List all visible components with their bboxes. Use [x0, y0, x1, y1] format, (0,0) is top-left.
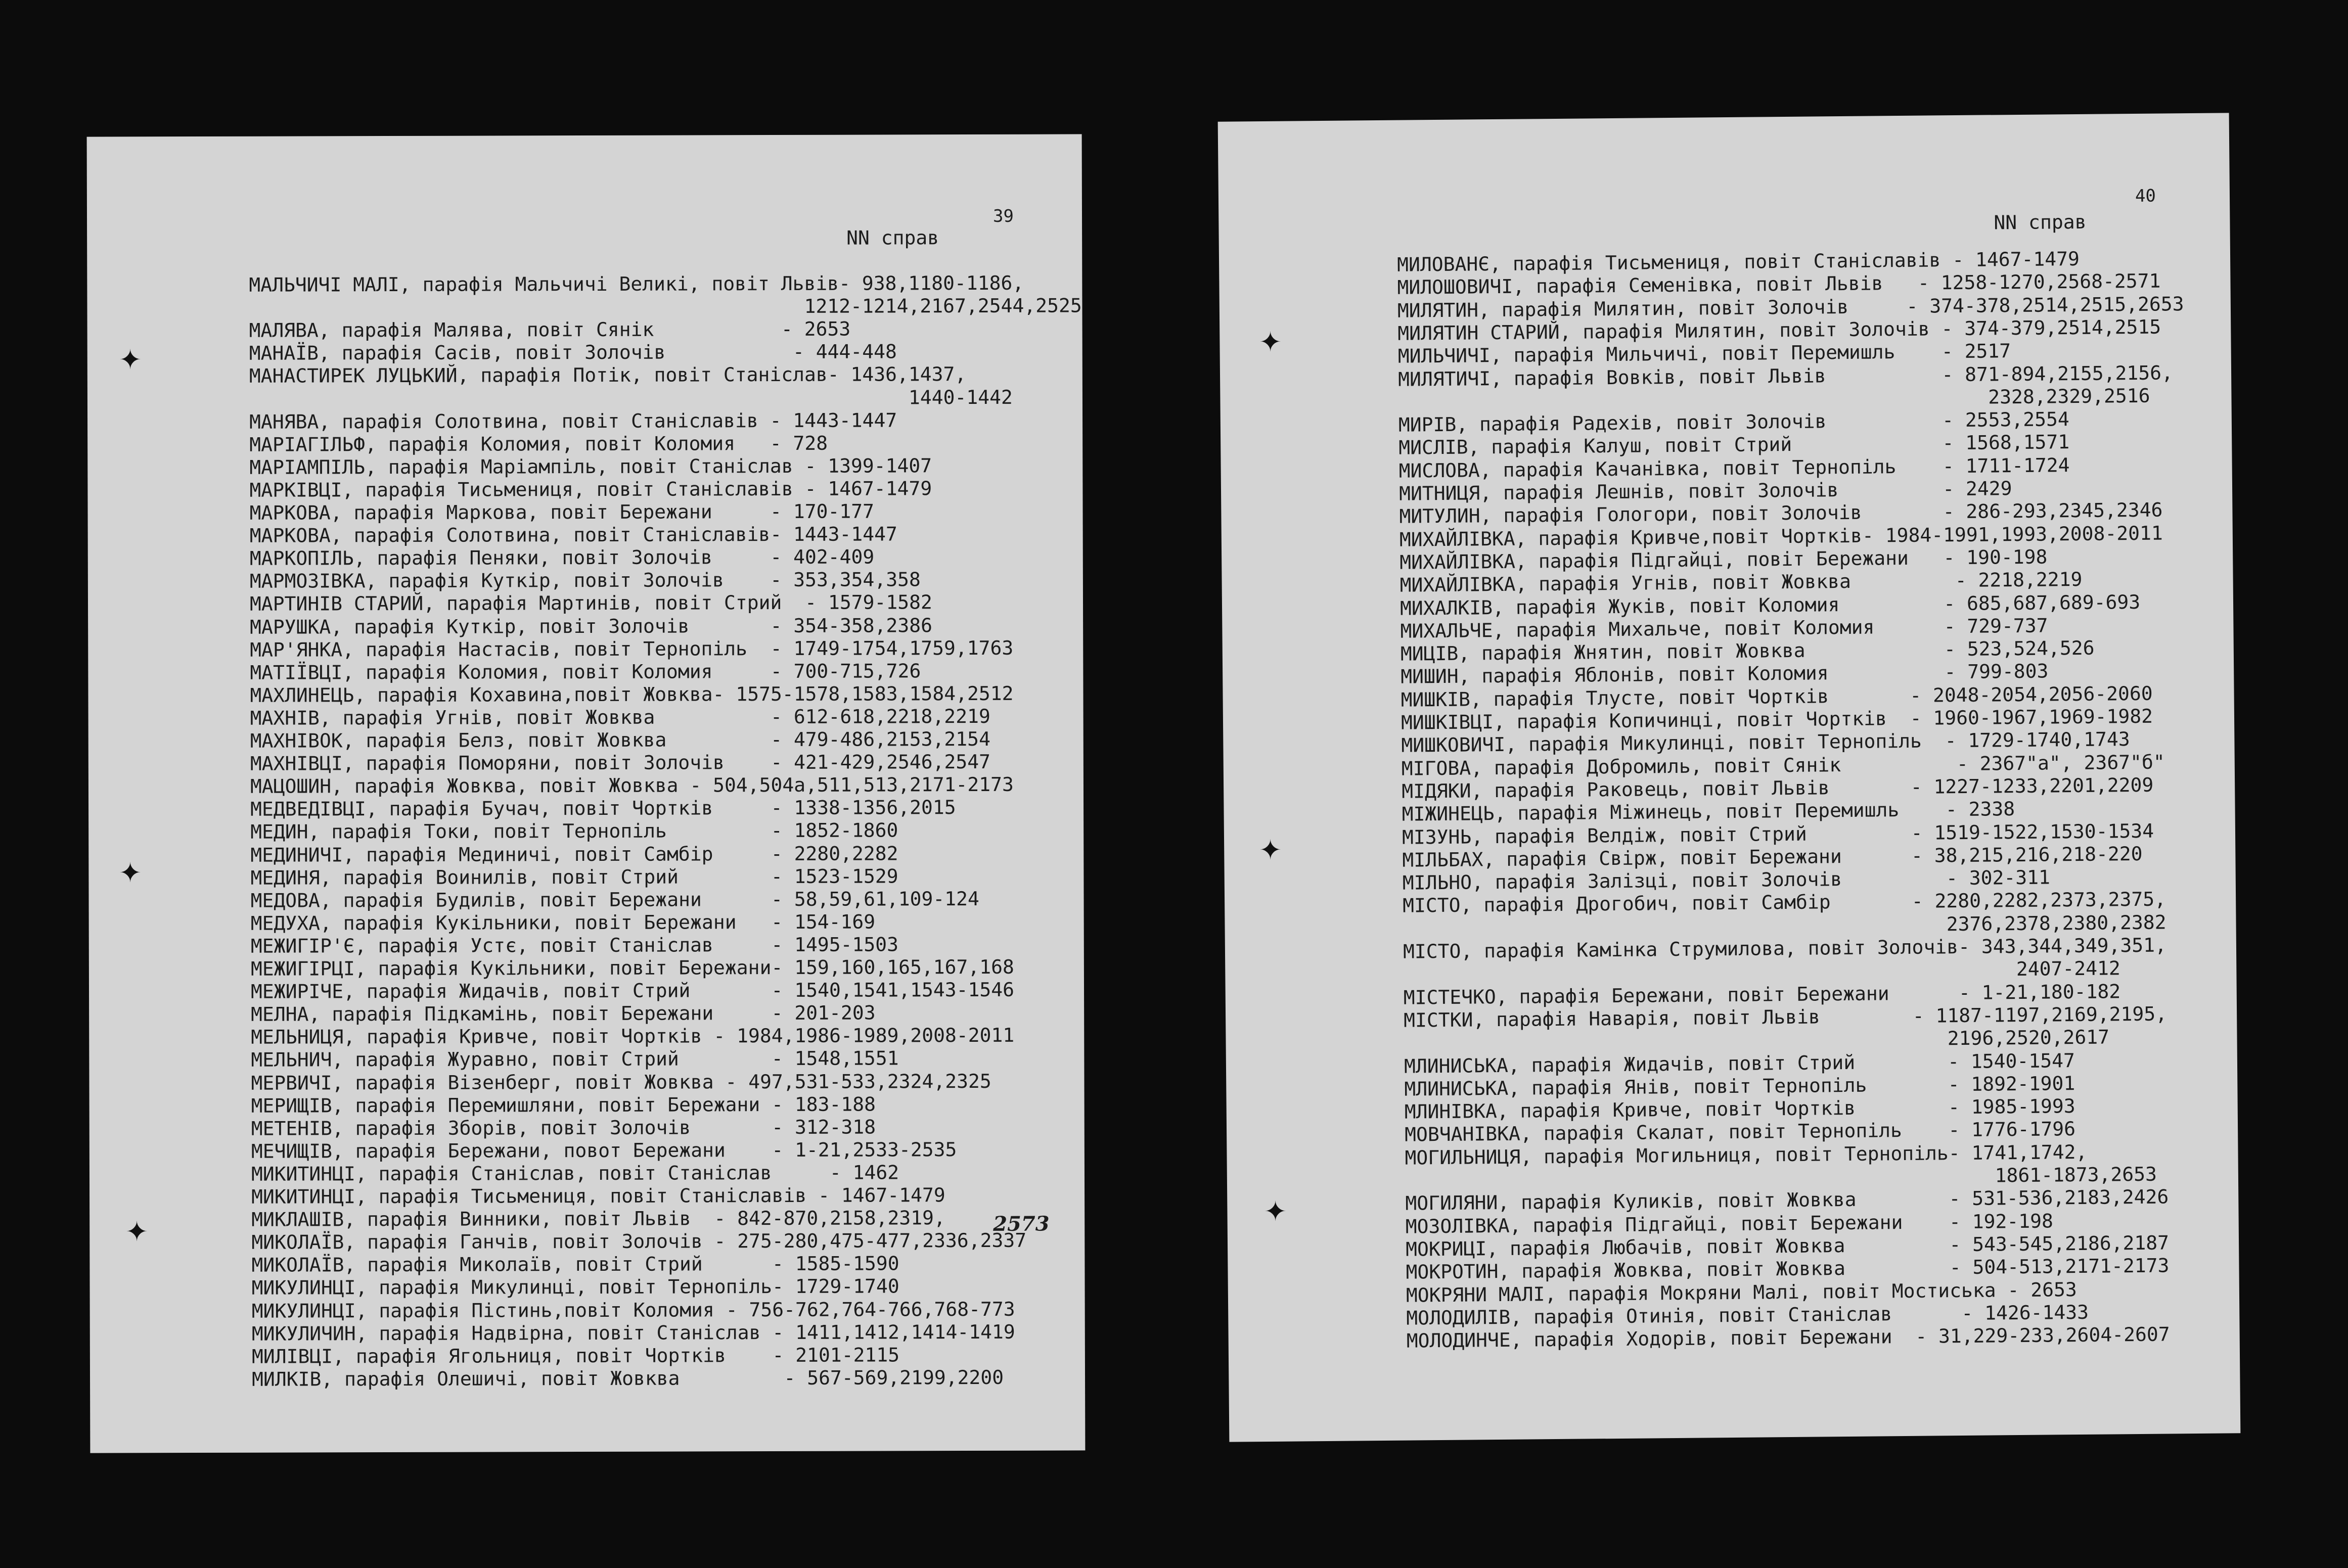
index-entry-line: МЕЖИГІР'Є, парафія Устє, повіт Станіслав - 1495-1503 — [250, 933, 899, 957]
index-entry-line: МИТУЛИН, парафія Гологори, повіт Золочів - 286-293,2345,2346 — [1399, 498, 2163, 528]
index-entry-line: 1212-1214,2167,2544,2525 — [249, 294, 1082, 319]
index-entry-line: МАРТИНІВ СТАРИЙ, парафія Мартинів, повіт Стрий - 1579-1582 — [249, 591, 932, 616]
index-entry-line: МАРМОЗІВКА, парафія Куткір, повіт Золочів - 353,354,358 — [249, 568, 921, 593]
column-header: NN справ — [1994, 210, 2087, 234]
index-entry-line: МЕЛНА, парафія Підкамінь, повіт Бережани - 201-203 — [251, 1001, 876, 1026]
index-entry-line: МОГИЛЯНИ, парафія Куликів, повіт Жовква - 531-536,2183,2426 — [1405, 1185, 2169, 1215]
index-entry-line: МАЛЬЧИЧІ МАЛІ, парафія Мальчичі Великі, повіт Львів- 938,1180-1186, — [249, 271, 1024, 296]
index-entry-line: МЕЖИГІРЦІ, парафія Кукільники, повіт Бережани- 159,160,165,167,168 — [250, 955, 1014, 980]
index-entry-line: МАТІЇВЦІ, парафія Коломия, повіт Коломия - 700-715,726 — [250, 659, 921, 684]
index-entry-line: МАРІАГІЛЬФ, парафія Коломия, повіт Коломия - 728 — [249, 432, 828, 456]
index-entry-line: МИКИТИНЦІ, парафія Станіслав, повіт Станіслав - 1462 — [251, 1161, 899, 1185]
index-entry-line: МИЛЯТИН, парафія Милятин, повіт Золочів - 374-378,2514,2515,2653 — [1397, 292, 2184, 322]
index-entry-line: 2196,2520,2617 — [1404, 1026, 2110, 1054]
index-entry-line: МОВЧАНІВКА, парафія Скалат, повіт Тернопіль - 1776-1796 — [1404, 1118, 2076, 1146]
index-entry-line: МИЛІВЦІ, парафія Ягольниця, повіт Чортків - 2101-2115 — [251, 1344, 900, 1368]
index-entry-line: 2407-2412 — [1403, 957, 2120, 986]
index-entry-line: МИЛКІВ, парафія Олешичі, повіт Жовква - 567-569,2199,2200 — [251, 1366, 1004, 1391]
index-entry-line: МИЛОШОВИЧІ, парафія Семенівка, повіт Львів - 1258-1270,2568-2571 — [1397, 269, 2161, 299]
index-entry-line: МЕДИН, парафія Токи, повіт Тернопіль - 1852-1860 — [250, 819, 898, 844]
index-entry-line: МІДЯКИ, парафія Раковець, повіт Львів - 1227-1233,2201,2209 — [1402, 773, 2154, 803]
index-entry-line: 1861-1873,2653 — [1405, 1163, 2157, 1192]
index-entry-line: МАХНІВОК, парафія Белз, повіт Жовква - 479-486,2153,2154 — [250, 727, 990, 752]
punch-hole-mark: ✦ — [1259, 834, 1282, 866]
index-entry-line: МОГИЛЬНИЦЯ, парафія Могильниця, повіт Тернопіль- 1741,1742, — [1405, 1140, 2088, 1169]
index-entry-line: МИХАЛКІВ, парафія Жуків, повіт Коломия - 685,687,689-693 — [1399, 590, 2141, 620]
index-entry-line: МИСЛІВ, парафія Калуш, повіт Стрий - 1568,1571 — [1398, 431, 2070, 459]
index-entry-line: МЕДИНИЧІ, парафія Мединичі, повіт Самбір - 2280,2282 — [250, 842, 898, 866]
index-entry-line: МИЛЯТИН СТАРИЙ, парафія Милятин, повіт Золочів - 374-379,2514,2515 — [1397, 315, 2161, 345]
index-entry-line: МИХАЙЛІВКА, парафія Угнів, повіт Жовква - 2218,2219 — [1399, 568, 2083, 596]
index-entry-line: 1440-1442 — [249, 386, 1013, 410]
page-number: 40 — [2135, 186, 2156, 206]
index-entry-line: МАХНІВЦІ, парафія Поморяни, повіт Золочів - 421-429,2546,2547 — [250, 750, 991, 775]
index-entry-line: МИЛЯТИЧІ, парафія Вовків, повіт Львів - 871-894,2155,2156, — [1397, 361, 2174, 391]
page-number: 39 — [992, 206, 1014, 226]
index-entry-line: МИЦІВ, парафія Жнятин, повіт Жовква - 523,524,526 — [1400, 636, 2095, 665]
index-entry-line: МОЗОЛІВКА, парафія Підгайці, повіт Бережани - 192-198 — [1405, 1210, 2054, 1238]
right-document-page — [1218, 113, 2241, 1442]
index-entry-line: МИШКОВИЧІ, парафія Микулинці, повіт Тернопіль - 1729-1740,1743 — [1401, 728, 2130, 757]
index-entry-line: МИЛОВАНЄ, парафія Тисьмениця, повіт Станіславів - 1467-1479 — [1396, 247, 2080, 276]
index-entry-line: МИШИН, парафія Яблонів, повіт Коломия - 799-803 — [1401, 660, 2049, 688]
index-entry-line: МІЖИНЕЦЬ, парафія Міжинець, повіт Перемишль - 2338 — [1402, 798, 2015, 825]
index-entry-line: МЕЖИРІЧЕ, парафія Жидачів, повіт Стрий - 1540,1541,1543-1546 — [250, 978, 1015, 1003]
index-entry-line: МЛИНИСЬКА, парафія Янів, повіт Тернопіль - 1892-1901 — [1404, 1072, 2075, 1100]
index-entry-line: МОКРЯНИ МАЛІ, парафія Мокряни Малі, повіт Мостиська - 2653 — [1406, 1278, 2077, 1307]
index-entry-line: МИРІВ, парафія Радехів, повіт Золочів - 2553,2554 — [1398, 408, 2069, 436]
index-entry-line: МЛИНИСЬКА, парафія Жидачів, повіт Стрий - 1540-1547 — [1404, 1049, 2075, 1078]
index-entry-line: МИШКІВЦІ, парафія Копичинці, повіт Чортків - 1960-1967,1969-1982 — [1401, 705, 2153, 734]
index-entry-line: МІСТО, парафія Дрогобич, повіт Самбір - 2280,2282,2373,2375, — [1403, 888, 2166, 917]
index-entry-line: МЛИНІВКА, парафія Кривче, повіт Чортків - 1985-1993 — [1404, 1095, 2075, 1123]
index-entry-line: МІЛЬБАХ, парафія Свірж, повіт Бережани - 38,215,216,218-220 — [1402, 842, 2143, 871]
index-entry-line: МИКЛАШІВ, парафія Винники, повіт Львів - 842-870,2158,2319, — [251, 1207, 945, 1231]
index-entry-line: МИКОЛАЇВ, парафія Ганчів, повіт Золочів - 275-280,475-477,2336,2337 — [251, 1229, 1027, 1254]
index-entry-line: МАХЛИНЕЦЬ, парафія Кохавина,повіт Жовква- 1575-1578,1583,1584,2512 — [250, 682, 1014, 707]
index-entry-line: МАНАЇВ, парафія Сасів, повіт Золочів - 444-448 — [249, 340, 897, 365]
index-entry-line: МИТНИЦЯ, парафія Лешнів, повіт Золочів - 2429 — [1398, 477, 2012, 505]
index-entry-line: МЕРВИЧІ, парафія Візенберг, повіт Жовква - 497,531-533,2324,2325 — [251, 1070, 991, 1094]
index-entry-line: МИКИТИНЦІ, парафія Тисьмениця, повіт Станіславів - 1467-1479 — [251, 1184, 945, 1208]
left-document-page — [87, 134, 1086, 1453]
index-entry-line: МАРІАМПІЛЬ, парафія Маріампіль, повіт Станіслав - 1399-1407 — [249, 454, 932, 479]
index-entry-line: 2328,2329,2516 — [1398, 384, 2150, 413]
punch-hole-mark: ✦ — [119, 344, 142, 376]
index-entry-line: МЕДОВА, парафія Будилів, повіт Бережани - 58,59,61,109-124 — [250, 887, 979, 912]
index-entry-line: МОКРОТИН, парафія Жовква, повіт Жовква - 504-513,2171-2173 — [1406, 1254, 2170, 1283]
index-entry-line: МАРКОПІЛЬ, парафія Пеняки, повіт Золочів - 402-409 — [249, 545, 875, 570]
index-entry-line: МІЗУНЬ, парафія Велдіж, повіт Стрий - 1519-1522,1530-1534 — [1402, 819, 2154, 849]
index-entry-line: МИКОЛАЇВ, парафія Миколаїв, повіт Стрий - 1585-1590 — [251, 1252, 899, 1277]
index-entry-line: МЕЛЬНИЦЯ, парафія Кривче, повіт Чортків - 1984,1986-1989,2008-2011 — [251, 1024, 1015, 1049]
index-entry-line: МАРУШКА, парафія Куткір, повіт Золочів - 354-358,2386 — [250, 614, 932, 638]
index-entry-line: МИШКІВ, парафія Тлусте, повіт Чортків - 2048-2054,2056-2060 — [1401, 682, 2153, 711]
index-entry-line: МИКУЛИНЦІ, парафія Пістинь,повіт Коломия - 756-762,764-766,768-773 — [251, 1298, 1015, 1322]
index-entry-line: МИХАЙЛІВКА, парафія Кривче,повіт Чортків- 1984-1991,1993,2008-2011 — [1399, 522, 2163, 551]
index-entry-line: МИХАЛЬЧЕ, парафія Михальче, повіт Коломия - 729-737 — [1400, 614, 2048, 642]
index-entry-line: МЕДИНЯ, парафія Воинилів, повіт Стрий - 1523-1529 — [250, 864, 898, 889]
index-entry-line: МИХАЙЛІВКА, парафія Підгайці, повіт Бережани - 190-198 — [1399, 545, 2048, 574]
index-entry-line: МАНАСТИРЕК ЛУЦЬКИЙ, парафія Потік, повіт Станіслав- 1436,1437, — [249, 363, 967, 388]
index-entry-line: МАЦОШИН, парафія Жовква, повіт Жовква - 504,504а,511,513,2171-2173 — [250, 773, 1014, 798]
index-entry-line: МАРКОВА, парафія Солотвина, повіт Станіславів- 1443-1447 — [249, 523, 897, 547]
index-entry-line: МІГОВА, парафія Добромиль, повіт Сянік - 2367"а", 2367"б" — [1401, 751, 2165, 780]
index-entry-line: МІЛЬНО, парафія Залізці, повіт Золочів - 302-311 — [1402, 866, 2051, 894]
index-entry-line: МИЛЬЧИЧІ, парафія Мильчичі, повіт Перемишль - 2517 — [1397, 340, 2011, 367]
index-entry-line: МЕРИЩІВ, парафія Перемишляни, повіт Бережани - 183-188 — [251, 1093, 876, 1117]
handwritten-note: 2573 — [993, 1212, 1050, 1236]
index-entry-line: МИКУЛИЧИН, парафія Надвірна, повіт Станіслав - 1411,1412,1414-1419 — [251, 1320, 1015, 1345]
index-entry-line: МОЛОДИЛІВ, парафія Отинія, повіт Станіслав - 1426-1433 — [1406, 1301, 2089, 1329]
index-entry-line: МОКРИЦІ, парафія Любачів, повіт Жовква - 543-545,2186,2187 — [1405, 1231, 2170, 1261]
index-entry-line: МІСТЕЧКО, парафія Бережани, повіт Бережани - 1-21,180-182 — [1403, 980, 2121, 1009]
index-entry-line: МАРКІВЦІ, парафія Тисьмениця, повіт Станіславів - 1467-1479 — [249, 477, 932, 501]
index-entry-line: МИСЛОВА, парафія Качанівка, повіт Тернопіль - 1711-1724 — [1398, 453, 2070, 482]
index-entry-line: МАР'ЯНКА, парафія Настасів, повіт Тернопіль - 1749-1754,1759,1763 — [250, 636, 1014, 661]
index-entry-line: МІСТО, парафія Камінка Струмилова, повіт Золочів- 343,344,349,351, — [1403, 934, 2167, 963]
index-entry-line: МАЛЯВА, парафія Малява, повіт Сянік - 2653 — [249, 317, 851, 342]
index-entry-line: МІСТКИ, парафія Наварія, повіт Львів - 1187-1197,2169,2195, — [1403, 1002, 2168, 1032]
punch-hole-mark: ✦ — [119, 857, 142, 889]
index-entry-line: МАНЯВА, парафія Солотвина, повіт Станіславів - 1443-1447 — [249, 408, 897, 433]
index-entry-line: МЕЧИЩІВ, парафія Бережани, повот Бережани - 1-21,2533-2535 — [251, 1138, 957, 1163]
index-entry-line: МЕДВЕДІВЦІ, парафія Бучач, повіт Чортків - 1338-1356,2015 — [250, 796, 956, 821]
column-header: NN справ — [846, 226, 939, 249]
index-entry-line: МАХНІВ, парафія Угнів, повіт Жовква - 612-618,2218,2219 — [250, 705, 990, 729]
punch-hole-mark: ✦ — [125, 1216, 149, 1248]
index-entry-line: МИКУЛИНЦІ, парафія Микулинці, повіт Тернопіль- 1729-1740 — [251, 1275, 899, 1300]
index-entry-line: МЕТЕНІВ, парафія Зборів, повіт Золочів - 312-318 — [251, 1116, 876, 1140]
index-entry-line: 2376,2378,2380,2382 — [1403, 911, 2166, 940]
index-entry-line: МЕЛЬНИЧ, парафія Журавно, повіт Стрий - 1548,1551 — [251, 1047, 899, 1072]
index-entry-line: МОЛОДИНЧЕ, парафія Ходорів, повіт Бережани - 31,229-233,2604-2607 — [1406, 1323, 2170, 1352]
punch-hole-mark: ✦ — [1259, 326, 1282, 358]
index-entry-line: МЕДУХА, парафія Кукільники, повіт Бережани - 154-169 — [250, 910, 876, 935]
punch-hole-mark: ✦ — [1264, 1195, 1287, 1227]
index-entry-line: МАРКОВА, парафія Маркова, повіт Бережани - 170-177 — [249, 500, 875, 524]
